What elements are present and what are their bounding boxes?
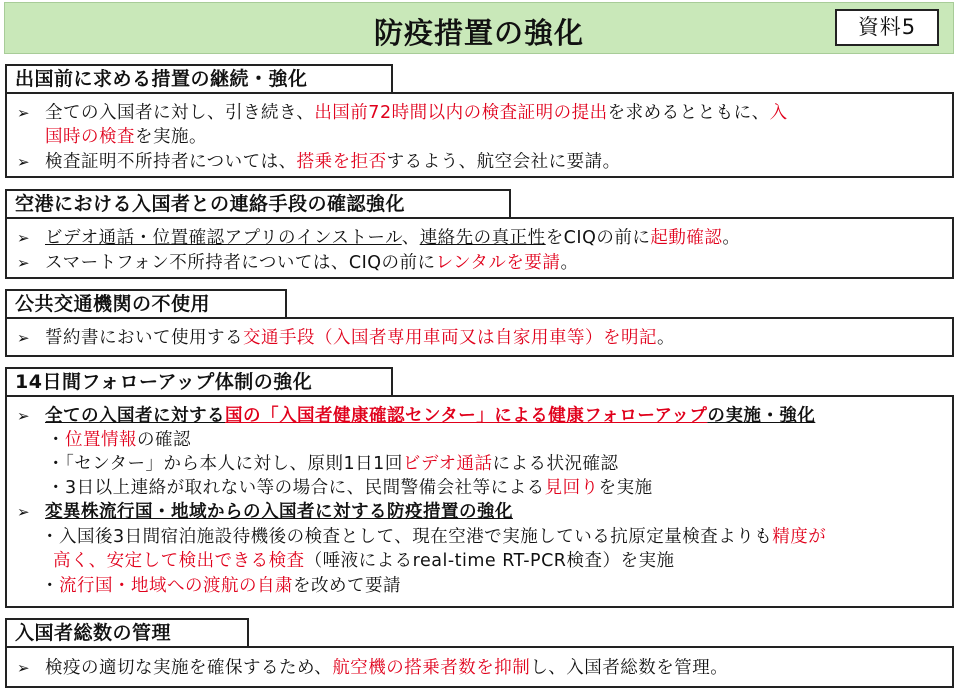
section-4-line-8: ・流行国・地域への渡航の自粛を改めて要請 [41, 576, 401, 596]
section-4-line-5: ➢ 変異株流行国・地域からの入国者に対する防疫措置の強化 [17, 502, 513, 522]
section-heading-3: 公共交通機関の不使用 [5, 289, 287, 317]
bullet-arrow-icon: ➢ [17, 229, 31, 247]
bullet-arrow-icon: ➢ [17, 503, 31, 521]
bullet-arrow-icon: ➢ [17, 254, 31, 272]
section-box-5 [5, 646, 954, 688]
section-4-line-7: 高く、安定して検出できる検査（唾液によるreal-time RT-PCR検査）を実施 [53, 551, 675, 571]
section-1-line-1: ➢ 全ての入国者に対し、引き続き、出国前72時間以内の検査証明の提出を求めるとともに、入 [17, 103, 788, 123]
section-heading-1: 出国前に求める措置の継続・強化 [5, 64, 393, 92]
section-box-1 [5, 92, 954, 178]
section-5-line-1: ➢ 検疫の適切な実施を確保するため、航空機の搭乗者数を抑制し、入国者総数を管理。 [17, 658, 729, 678]
section-4-line-1: ➢ 全ての入国者に対する国の「入国者健康確認センター」による健康フォローアップの実施・強化 [17, 406, 816, 426]
section-2-line-2: ➢ スマートフォン不所持者については、CIQの前にレンタルを要請。 [17, 253, 579, 273]
section-heading-4: 14日間フォローアップ体制の強化 [5, 367, 393, 395]
section-2-line-1: ➢ ビデオ通話・位置確認アプリのインストール、連絡先の真正性をCIQの前に起動確認。 [17, 228, 741, 248]
section-3-line-1: ➢ 誓約書において使用する交通手段（入国者専用車両又は自家用車等）を明記。 [17, 328, 675, 348]
section-heading-5: 入国者総数の管理 [5, 618, 249, 646]
section-4-line-6: ・入国後3日間宿泊施設待機後の検査として、現在空港で実施している抗原定量検査よりも精度が [41, 527, 827, 547]
title-bar [4, 2, 954, 54]
document-label: 資料5 [835, 9, 939, 46]
section-1-line-2: 国時の検査を実施。 [45, 127, 207, 147]
bullet-arrow-icon: ➢ [17, 659, 31, 677]
section-heading-2: 空港における入国者との連絡手段の確認強化 [5, 189, 511, 217]
bullet-arrow-icon: ➢ [17, 153, 31, 171]
section-box-3 [5, 317, 954, 357]
section-4-line-4: ・3日以上連絡が取れない等の場合に、民間警備会社等による見回りを実施 [47, 478, 653, 498]
bullet-arrow-icon: ➢ [17, 329, 31, 347]
section-box-2 [5, 217, 954, 279]
bullet-arrow-icon: ➢ [17, 104, 31, 122]
page-title: 防疫措置の強化 [373, 16, 584, 50]
section-1-line-3: ➢ 検査証明不所持者については、搭乗を拒否するよう、航空会社に要請。 [17, 152, 621, 172]
section-4-line-3: ・「センター」から本人に対し、原則1日1回ビデオ通話による状況確認 [47, 454, 619, 474]
section-box-4 [5, 395, 954, 608]
section-4-line-2: ・位置情報の確認 [47, 430, 191, 450]
bullet-arrow-icon: ➢ [17, 407, 31, 425]
